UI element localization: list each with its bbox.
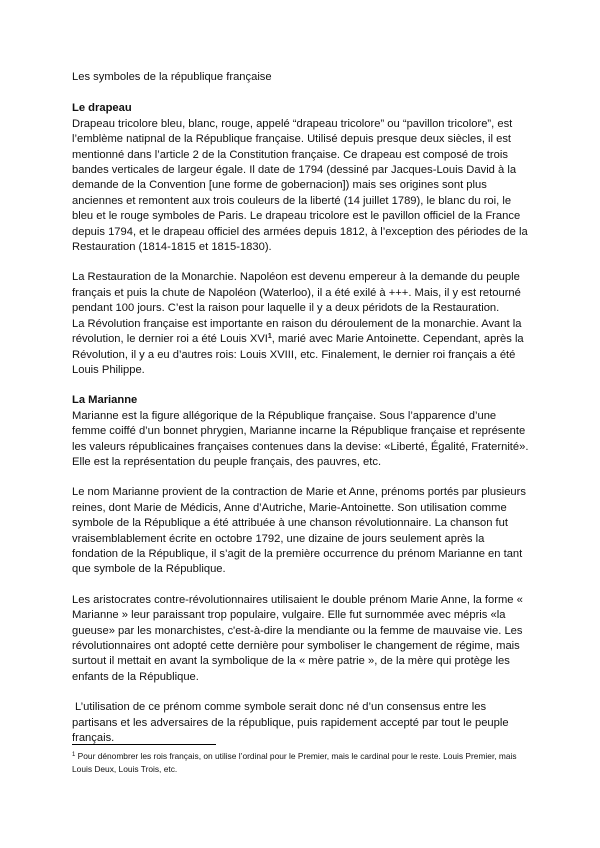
paragraph-revolution: [72, 317, 530, 379]
paragraph-marianne-4: L’utilisation de ce prénom comme symbole serait donc né d’un consensus entre les partisans et les adversaires de la république, puis rapidement accepté par tout le peuple français.: [72, 701, 509, 745]
document-title: Les symboles de la république française: [72, 71, 272, 83]
paragraph-marianne-3: Les aristocrates contre-révolutionnaires utilisaient le double prénom Marie Anne, la forme « Marianne » leur paraissant trop populaire, vulgaire. Elle fut surnommée avec mépris «la gueuse» par les monarchistes, c'est-à-dire la mendiante ou la femme de mauvaise vie. Les révolutionnaires ont adopté cette dernière pour symboliser le changement de régime, mais surtout il mettait en avant la symbolique de la « mère patrie », de la mère qui protège les enfants de la République.: [72, 593, 523, 683]
footnote-reference[interactable]: 1: [267, 333, 272, 341]
paragraph-revolution-end: , marié avec Marie Antoinette. Cependant, après la Révolution, il y a eu d’autres rois: Louis XVIII, etc. Finalement, le dernier roi français a été Louis Philippe.: [72, 333, 524, 376]
paragraph-restauration: La Restauration de la Monarchie. Napoléon est devenu empereur à la demande du peuple français et puis la chute de Napoléon (Waterloo), il a été exilé à +++. Mais, il y est retourné pendant 100 jours. C’est la raison pour laquelle il y a deux péridots de la Restauration.: [72, 271, 521, 315]
paragraph-marianne-1: Marianne est la figure allégorique de la République française. Sous l’apparence d’une femme coiffé d’un bonnet phrygien, Marianne incarne la République française et représente les valeurs républicaines françaises contenues dans la devise: «Liberté, Égalité, Fraternité». Elle est la représentation du peuple français, des pauvres, etc.: [72, 409, 529, 468]
paragraph-marianne-2: Le nom Marianne provient de la contraction de Marie et Anne, prénoms portés par plusieurs reines, dont Marie de Médicis, Anne d’Autriche, Marie-Antoinette. Son utilisation comme symbole de la République a été attribuée à une chanson révolutionnaire. La chanson fut vraisemblablement écrite en octobre 1792, une dizaine de jours seulement après la fondation de la République, il s’agit de la première occurrence du prénom Marianne en tant que symbole de la République.: [72, 486, 526, 576]
document-body: [72, 70, 530, 761]
footnote: [72, 750, 532, 777]
paragraph-drapeau-1: Drapeau tricolore bleu, blanc, rouge, appelé “drapeau tricolore” ou “pavillon tricolore”, est l’emblème natipnal de la République française. Utilisé depuis presque deux siècles, il est mentionné dans l’article 2 de la Constitution française. Ce drapeau est composé de trois bandes verticales de largeur égale. Il date de 1794 (dessiné par Jacques-Louis David à la demande de la Convention [une forme de gobernacion]) mais ses origines sont plus anciennes et remontent aux trois couleurs de la liberté (14 juillet 1789), le blanc du roi, le bleu et le rouge symboles de Paris. Le drapeau tricolore est le pavillon officiel de la France depuis 1794, et le drapeau officiel des armées depuis 1812, à l’exception des périodes de la Restauration (1814-1815 et 1815-1830).: [72, 117, 528, 254]
footnote-number: 1: [72, 752, 76, 758]
footnote-text: Pour dénombrer les rois français, on utilise l’ordinal pour le Premier, mais le cardinal pour le reste. Louis Premier, mais Louis Deux, Louis Trois, etc.: [72, 751, 517, 775]
section-heading-marianne: La Marianne: [72, 394, 138, 407]
paragraph-revolution-start: La Révolution française est importante en raison du déroulement de la monarchie. Avant la révolution, le dernier roi a été Louis XVI: [72, 317, 522, 346]
footnote-divider: [72, 744, 216, 745]
section-heading-drapeau: Le drapeau: [72, 102, 132, 115]
